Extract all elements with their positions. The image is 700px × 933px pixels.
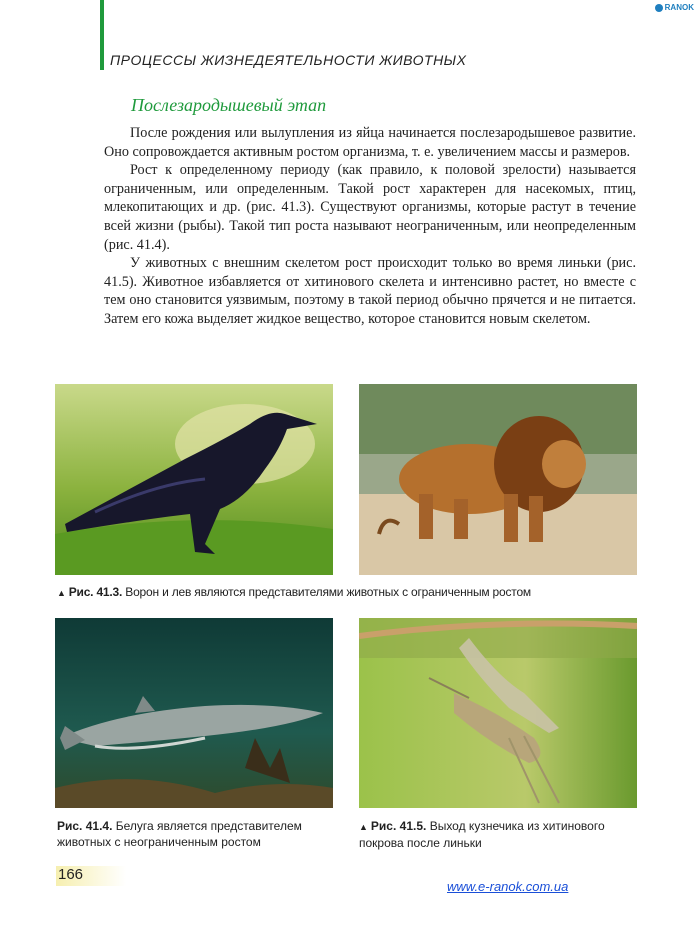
caption-text: Выход кузнечика из хитинового покрова после линьки: [359, 819, 605, 850]
grasshopper-photo: [359, 618, 637, 808]
page-number: 166: [58, 866, 84, 883]
beluga-photo: [55, 618, 333, 808]
figure-caption-41-4: [57, 818, 337, 850]
paragraph-1: После рождения или вылупления из яйца начинается послезародышевое развитие. Оно сопровождается активным ростом организма, т. е. увеличением массы и размеров.: [104, 125, 636, 160]
caption-marker-icon: ▲: [57, 588, 66, 598]
publisher-logo: [655, 3, 694, 12]
body-text: [104, 124, 636, 329]
section-title: Послезародышевый этап: [131, 95, 327, 115]
caption-text: Белуга является представителем животных с неограниченным ростом: [57, 819, 302, 849]
running-header: ПРОЦЕССЫ ЖИЗНЕДЕЯТЕЛЬНОСТИ ЖИВОТНЫХ: [110, 52, 467, 68]
logo-text: RANOK: [664, 3, 694, 12]
logo-icon: [655, 4, 663, 12]
figure-label: Рис. 41.5.: [370, 819, 427, 833]
figure-caption-41-5: [359, 818, 639, 851]
caption-text: Ворон и лев являются представителями животных с ограниченным ростом: [125, 585, 531, 599]
header-accent-bar: [100, 0, 104, 70]
figure-label: Рис. 41.3.: [68, 585, 123, 599]
lion-photo: [359, 384, 637, 575]
figure-caption-41-3: [57, 584, 647, 601]
raven-photo: [55, 384, 333, 575]
figure-label: Рис. 41.4.: [57, 819, 113, 833]
paragraph-3: У животных с внешним скелетом рост происходит только во время линьки (рис. 41.5). Животное избавляется от хитинового скелета и интенсивно растет, но вместе с тем оно становится уязвимым, поэтому в такой период обычно прячется и не питается. Затем его кожа выделяет жидкое вещество, которое становится новым скелетом.: [104, 255, 636, 327]
website-link[interactable]: www.e-ranok.com.ua: [447, 879, 569, 894]
caption-marker-icon: ▲: [359, 822, 368, 832]
paragraph-2: Рост к определенному периоду (как правило, к половой зрелости) называется ограниченным, или определенным. Такой рост характерен для насекомых, птиц, млекопитающих и др. (рис. 41.3). Существуют организмы, которые растут в течение всей жизни (рыбы). Такой тип роста называют неограниченным, или неопределенным (рис. 41.4).: [104, 162, 636, 253]
